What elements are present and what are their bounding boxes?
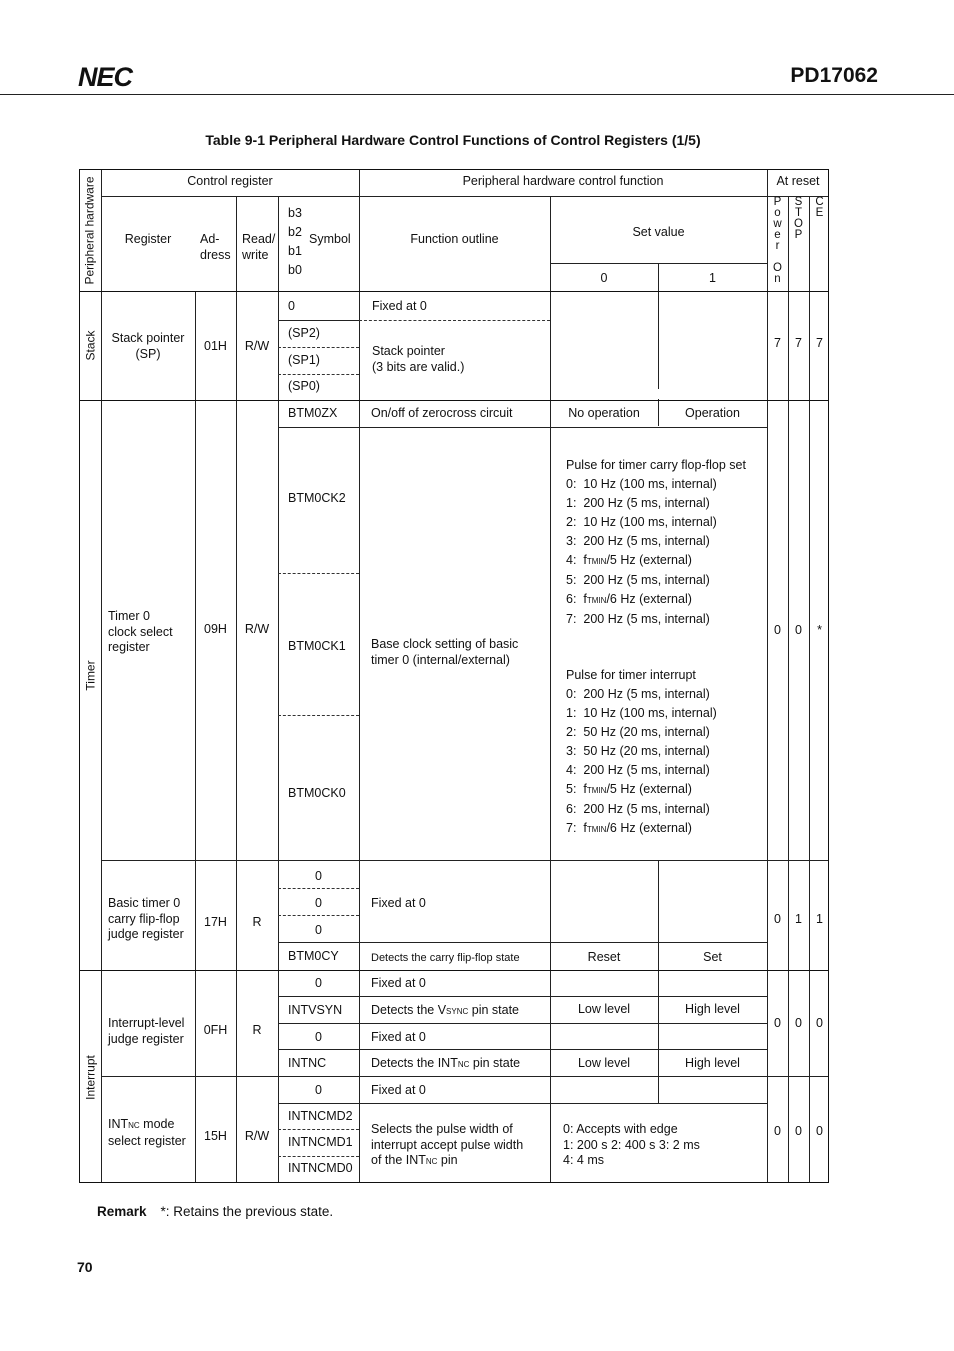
intvsyn-value-1: High level	[685, 1002, 740, 1016]
btm0ck-outline: Base clock setting of basic timer 0 (internal/external)	[371, 637, 519, 667]
intvsyn-outline: Detects the VSYNC pin state	[371, 1003, 520, 1017]
timer0-address: 09H	[204, 622, 227, 636]
interrupt-group: Interrupt	[83, 1055, 98, 1100]
interrupt-level-address: 0FH	[203, 1023, 228, 1037]
basic-timer-bit-1: 0	[315, 923, 322, 937]
btm0ck2-symbol: BTM0CK2	[288, 491, 346, 505]
intnc-mode-bit-3: 0	[315, 1083, 322, 1097]
set-value-0: 0	[600, 271, 608, 285]
basic-timer-reset-power-on: 0	[774, 912, 781, 926]
intnc-mode-outline: Selects the pulse width of interrupt accept pulse width of the INTNC pin	[371, 1122, 524, 1167]
btm0zx-symbol: BTM0ZX	[288, 406, 338, 420]
ce-header: C E	[815, 196, 824, 219]
interrupt-level-reset-stop: 0	[795, 1016, 802, 1030]
set-value-header: Set value	[632, 225, 685, 239]
basic-timer-carry-register: Basic timer 0 carry flip-flop judge register	[108, 896, 184, 941]
intnc-value-1: High level	[685, 1056, 740, 1070]
btm0cy-outline: Detects the carry flip-flop state	[371, 952, 520, 964]
interrupt-level-rw: R	[252, 1023, 262, 1037]
stack-group: Stack	[83, 330, 98, 361]
intnc-symbol: INTNC	[288, 1056, 327, 1070]
stack-reset-ce: 7	[816, 336, 823, 350]
intvsyn-symbol: INTVSYN	[288, 1003, 343, 1017]
intnc-mode-reset-power-on: 0	[774, 1124, 781, 1138]
intncmd2-symbol: INTNCMD2	[288, 1109, 353, 1123]
register-header: Register	[124, 232, 172, 246]
btm0zx-outline: On/off of zerocross circuit	[371, 406, 513, 420]
timer0-clock-select-register: Timer 0 clock select register	[108, 609, 173, 654]
basic-timer-reset-ce: 1	[816, 912, 823, 926]
timer0-reset-stop: 0	[795, 623, 802, 637]
stack-bit-sp1: (SP1)	[288, 353, 320, 367]
intncmd0-symbol: INTNCMD0	[288, 1161, 353, 1175]
interrupt-pulse-list: Pulse for timer interrupt 0: 200 Hz (5 ms, internal) 1: 10 Hz (100 ms, internal) 2: 50 Hz (20 ms, internal) 3: 50 Hz (20 ms, internal) 4: 200 Hz (5 ms, internal) 5: fTMIN/5 Hz (external) 6: 200 Hz (5 ms, internal) 7: fTMIN/6 Hz (external)	[566, 668, 717, 835]
peripheral-hardware-header: Peripheral hardware	[82, 176, 97, 285]
stack-reset-stop: 7	[795, 336, 802, 350]
intnc-mode-address: 15H	[204, 1129, 227, 1143]
interrupt-level-reset-power-on: 0	[774, 1016, 781, 1030]
table-caption: Table 9-1 Peripheral Hardware Control Functions of Control Registers (1/5)	[205, 132, 701, 148]
basic-timer-reset-stop: 1	[795, 912, 802, 926]
stop-header: S T O P	[794, 196, 803, 241]
intnc-mode-reset-ce: 0	[816, 1124, 823, 1138]
stack-bit-sp0: (SP0)	[288, 379, 320, 393]
intnc-mode-set-values: 0: Accepts with edge 1: 200 s 2: 400 s 3: 2 ms 4: 4 ms	[563, 1122, 700, 1167]
stack-reset-power-on: 7	[774, 336, 781, 350]
interrupt-fixed-2: Fixed at 0	[371, 1030, 426, 1044]
header-rule	[0, 94, 954, 95]
basic-timer-bit-2: 0	[315, 896, 322, 910]
stack-bit-0: 0	[288, 299, 295, 313]
control-register-table	[79, 169, 829, 1183]
basic-timer-address: 17H	[204, 915, 227, 929]
intnc-mode-register: INTNC mode select register	[108, 1117, 186, 1148]
stack-address: 01H	[204, 339, 227, 353]
address-header: Ad- dress	[200, 232, 231, 262]
timer0-reset-power-on: 0	[774, 623, 781, 637]
rw-header: Read/ write	[242, 232, 276, 262]
carry-pulse-list: Pulse for timer carry flop-flop set 0: 10 Hz (100 ms, internal) 1: 200 Hz (5 ms, internal) 2: 10 Hz (100 ms, internal) 3: 200 Hz (5 ms, internal) 4: fTMIN/5 Hz (external) 5: 200 Hz (5 ms, internal) 6: fTMIN/6 Hz (external) 7: 200 Hz (5 ms, internal)	[566, 458, 746, 626]
basic-timer-bit-3: 0	[315, 869, 322, 883]
power-on-header: P o w e r O n	[773, 196, 782, 285]
timer-group: Timer	[83, 660, 98, 691]
stack-fixed: Fixed at 0	[372, 299, 427, 313]
interrupt-level-bit-1: 0	[315, 1030, 322, 1044]
bit-header: b3 b2 b1 b0	[288, 206, 302, 277]
basic-timer-fixed: Fixed at 0	[371, 896, 426, 910]
page-number: 70	[77, 1259, 93, 1275]
intvsyn-value-0: Low level	[577, 1002, 631, 1016]
nec-logo: NEC	[78, 62, 133, 92]
interrupt-level-bit-3: 0	[315, 976, 322, 990]
btm0cy-value-1: Set	[703, 950, 722, 964]
btm0ck1-symbol: BTM0CK1	[288, 639, 346, 653]
btm0ck0-symbol: BTM0CK0	[288, 786, 346, 800]
btm0cy-value-0: Reset	[587, 950, 621, 964]
stack-bit-sp2: (SP2)	[288, 326, 320, 340]
basic-timer-rw: R	[252, 915, 262, 929]
stack-rw: R/W	[244, 339, 270, 353]
intnc-outline: Detects the INTNC pin state	[371, 1056, 521, 1070]
stack-pointer-register: Stack pointer (SP)	[111, 331, 185, 361]
btm0zx-value-1: Operation	[685, 406, 740, 420]
timer0-reset-ce: *	[817, 623, 822, 637]
btm0zx-value-0: No operation	[568, 406, 640, 420]
intnc-mode-reset-stop: 0	[795, 1124, 802, 1138]
function-header: Peripheral hardware control function	[462, 174, 664, 188]
interrupt-level-register: Interrupt-level judge register	[108, 1016, 185, 1046]
stack-outline: Stack pointer (3 bits are valid.)	[372, 344, 465, 374]
at-reset-header: At reset	[776, 174, 820, 188]
function-outline-header: Function outline	[410, 232, 499, 246]
intnc-mode-rw: R/W	[244, 1129, 270, 1143]
btm0cy-symbol: BTM0CY	[288, 949, 339, 963]
part-number: PD17062	[790, 64, 878, 87]
intncmd1-symbol: INTNCMD1	[288, 1135, 353, 1149]
intnc-mode-fixed: Fixed at 0	[371, 1083, 426, 1097]
control-register-header: Control register	[187, 174, 273, 188]
remark: Remark *: Retains the previous state.	[97, 1204, 334, 1219]
timer0-rw: R/W	[244, 622, 270, 636]
symbol-header: Symbol	[309, 232, 351, 246]
interrupt-level-reset-ce: 0	[816, 1016, 823, 1030]
interrupt-fixed-1: Fixed at 0	[371, 976, 426, 990]
set-value-1: 1	[709, 271, 716, 285]
intnc-value-0: Low level	[577, 1056, 631, 1070]
